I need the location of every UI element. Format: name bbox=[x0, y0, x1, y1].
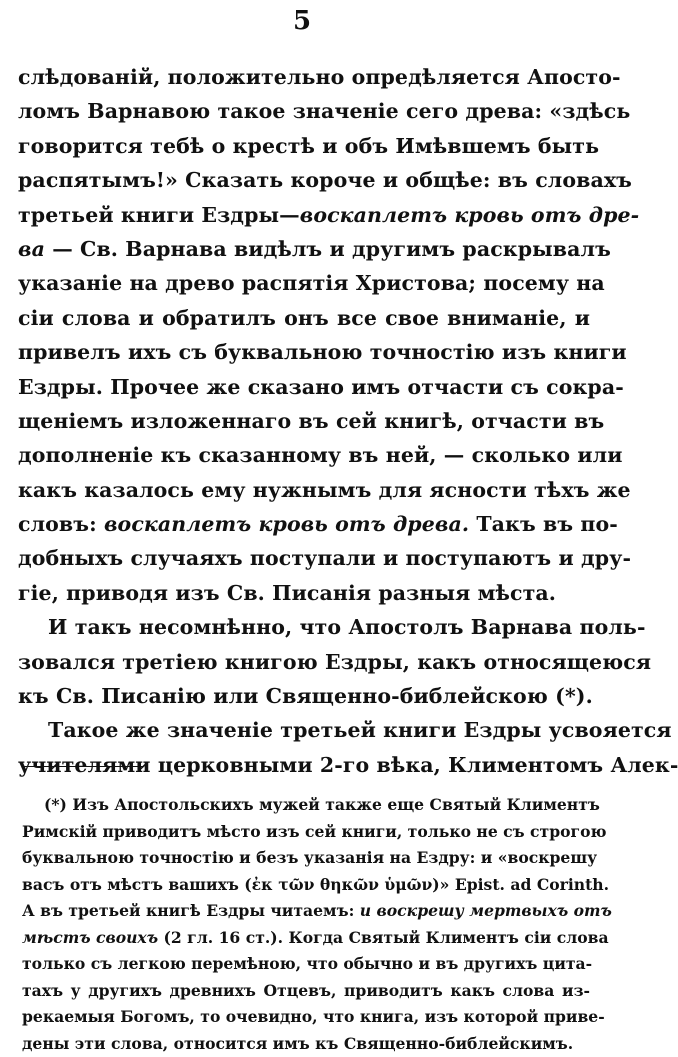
text-segment: дены эти слова, относится имъ къ Священно-библейскимъ. bbox=[22, 1034, 573, 1053]
text-segment: дополненіе къ сказанному въ ней, — сколько или bbox=[18, 443, 623, 467]
text-line bbox=[18, 713, 590, 747]
text-segment: учителями церковными 2-го вѣка, Климентомъ Алек- bbox=[18, 753, 678, 777]
text-segment: какъ казалось ему нужнымъ для ясности тѣхъ же bbox=[18, 478, 631, 502]
main-text bbox=[18, 60, 590, 782]
text-line bbox=[18, 129, 590, 163]
footnote-line bbox=[22, 1004, 590, 1031]
text-segment: словъ: bbox=[18, 512, 104, 536]
footnote-line bbox=[22, 898, 590, 925]
text-line bbox=[18, 404, 590, 438]
text-segment: къ Св. Писанію или Священно-библейскою (*). bbox=[18, 684, 593, 708]
text-segment: зовался третіею книгою Ездры, какъ относящеюся bbox=[18, 650, 651, 674]
text-line bbox=[18, 541, 590, 575]
text-segment: Римскій приводитъ мѣсто изъ сей книги, только не съ строгою bbox=[22, 822, 606, 841]
text-segment: тахъ у другихъ древнихъ Отцевъ, приводитъ какъ слова из- bbox=[22, 981, 590, 1000]
text-segment: А въ третьей книгѣ Ездры читаемъ: bbox=[22, 901, 360, 920]
text-segment: Такъ въ по- bbox=[469, 512, 618, 536]
text-line bbox=[18, 438, 590, 472]
text-line bbox=[18, 610, 590, 644]
text-segment: И такъ несомнѣнно, что Апостолъ Варнава поль- bbox=[48, 615, 646, 639]
text-segment: говорится тебѣ о крестѣ и объ Имѣвшемъ быть bbox=[18, 134, 599, 158]
text-line bbox=[18, 94, 590, 128]
italic-text: воскаплетъ кровь отъ дре- bbox=[300, 203, 640, 227]
text-segment: ломъ Варнавою такое значеніе сего древа: «здѣсь bbox=[18, 99, 630, 123]
page-number: 5 bbox=[0, 6, 604, 36]
text-line bbox=[18, 335, 590, 369]
text-segment: добныхъ случаяхъ поступали и поступаютъ и дру- bbox=[18, 546, 631, 570]
footnote-line bbox=[22, 978, 590, 1005]
footnote-line bbox=[22, 845, 590, 872]
text-line bbox=[18, 60, 590, 94]
text-segment: васъ отъ мѣстъ вашихъ (ἐκ τῶν θηκῶν ὑμῶν)» Epist. ad Corinth. bbox=[22, 875, 609, 894]
text-segment: привелъ ихъ съ буквальною точностію изъ книги bbox=[18, 340, 627, 364]
text-line bbox=[18, 645, 590, 679]
footnote-line bbox=[22, 925, 590, 952]
text-segment: (2 гл. 16 ст.). Когда Святый Климентъ сіи слова bbox=[158, 928, 609, 947]
footnote-line bbox=[22, 872, 590, 899]
text-segment: Такое же значеніе третьей книги Ездры усвояется bbox=[48, 718, 672, 742]
text-segment: сіи слова и обратилъ онъ все свое вниманіе, и bbox=[18, 306, 590, 330]
text-line bbox=[18, 507, 590, 541]
italic-text: и воскрешу мертвыхъ отъ bbox=[360, 901, 612, 920]
text-line bbox=[18, 748, 590, 782]
text-segment: Ездры. Прочее же сказано имъ отчасти съ сокра- bbox=[18, 375, 624, 399]
text-line bbox=[18, 473, 590, 507]
text-segment: рекаемыя Богомъ, то очевидно, что книга, изъ которой приве- bbox=[22, 1007, 605, 1026]
text-segment: гіе, приводя изъ Св. Писанія разныя мѣста. bbox=[18, 581, 556, 605]
text-segment: (*) Изъ Апостольскихъ мужей также еще Святый Климентъ bbox=[44, 795, 600, 814]
text-segment: буквальною точностію и безъ указанія на Ездру: и «воскрешу bbox=[22, 848, 597, 867]
text-segment: только съ легкою перемѣною, что обычно и въ другихъ цита- bbox=[22, 954, 592, 973]
text-line bbox=[18, 232, 590, 266]
text-line bbox=[18, 301, 590, 335]
text-segment: распятымъ!» Сказать короче и общѣе: въ словахъ bbox=[18, 168, 632, 192]
footnote-line bbox=[22, 819, 590, 846]
text-segment: — Св. Варнава видѣлъ и другимъ раскрывалъ bbox=[45, 237, 611, 261]
italic-text: воскаплетъ кровь отъ древа. bbox=[104, 512, 469, 536]
text-segment: щеніемъ изложеннаго въ сей книгѣ, отчасти въ bbox=[18, 409, 604, 433]
text-line bbox=[18, 679, 590, 713]
footnote-line bbox=[22, 1031, 590, 1057]
footnote-separator bbox=[22, 766, 144, 767]
text-segment: третьей книги Ездры— bbox=[18, 203, 300, 227]
footnote-line bbox=[22, 792, 590, 819]
text-line bbox=[18, 163, 590, 197]
footnote-line bbox=[22, 951, 590, 978]
text-segment: указаніе на древо распятія Христова; посему на bbox=[18, 271, 605, 295]
text-line bbox=[18, 198, 590, 232]
text-line bbox=[18, 576, 590, 610]
italic-text: мѣстъ своихъ bbox=[22, 928, 158, 947]
text-line bbox=[18, 266, 590, 300]
footnote bbox=[22, 792, 590, 1057]
text-line bbox=[18, 370, 590, 404]
italic-text: ва bbox=[18, 237, 45, 261]
text-segment: слѣдованій, положительно опредѣляется Апосто- bbox=[18, 65, 621, 89]
